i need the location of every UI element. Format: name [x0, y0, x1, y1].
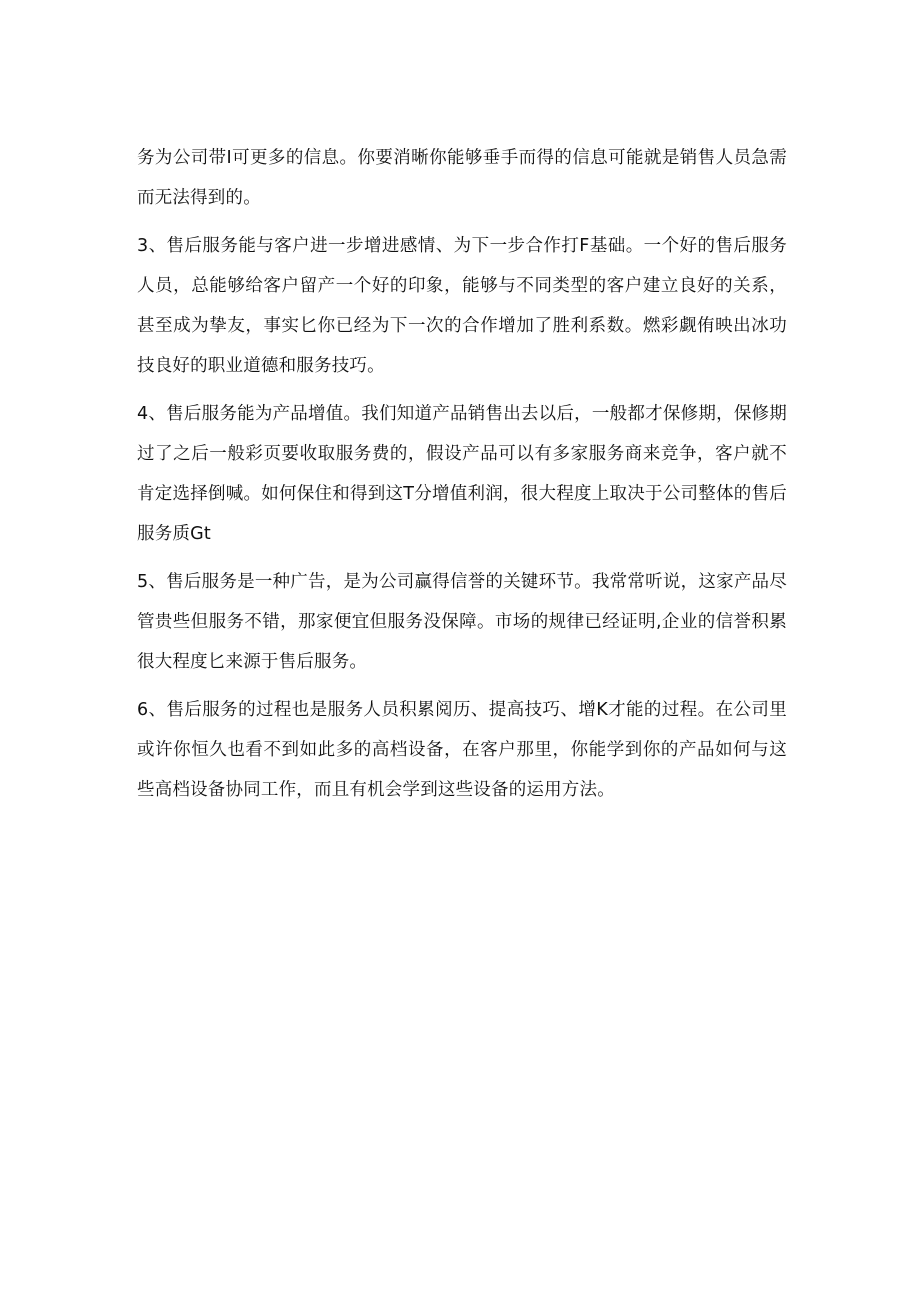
paragraph-item-6: 6、售后服务的过程也是服务人员积累阅历、提高技巧、增K才能的过程。在公司里或许你恒久也看不到如此多的高档设备，在客户那里，你能学到你的产品如何与这些高档设备协同工作，而且有机会学到这些设备的运用方法。 — [137, 700, 787, 800]
paragraph-item-4: 4、售后服务能为产品增值。我们知道产品销售出去以后，一般都才保修期，保修期过了之后一般彩页要收取服务费的，假设产品可以有多家服务商来竞争，客户就不肯定选择倒喊。如何保住和得到这T分增值利润，很大程度上取决于公司整体的售后服务质Gt — [137, 404, 787, 544]
paragraph-continuation: 务为公司带I可更多的信息。你要消晰你能够垂手而得的信息可能就是销售人员急需而无法得到的。 — [137, 148, 787, 208]
paragraph-item-5: 5、售后服务是一种广告，是为公司赢得信誉的关键环节。我常常听说，这家产品尽管贵些但服务不错，那家便宜但服务没保障。市场的规律已经证明,企业的信誉积累很大程度匕来源于售后服务。 — [137, 572, 787, 672]
document-body — [137, 138, 787, 818]
paragraph-item-3: 3、售后服务能与客户进一步增进感情、为下一步合作打F基础。一个好的售后服务人员，总能够给客户留产一个好的印象，能够与不同类型的客户建立良好的关系，甚至成为挚友，事实匕你已经为下一次的合作增加了胜利系数。燃彩觑侑映出冰功技良好的职业道德和服务技巧。 — [137, 236, 787, 376]
